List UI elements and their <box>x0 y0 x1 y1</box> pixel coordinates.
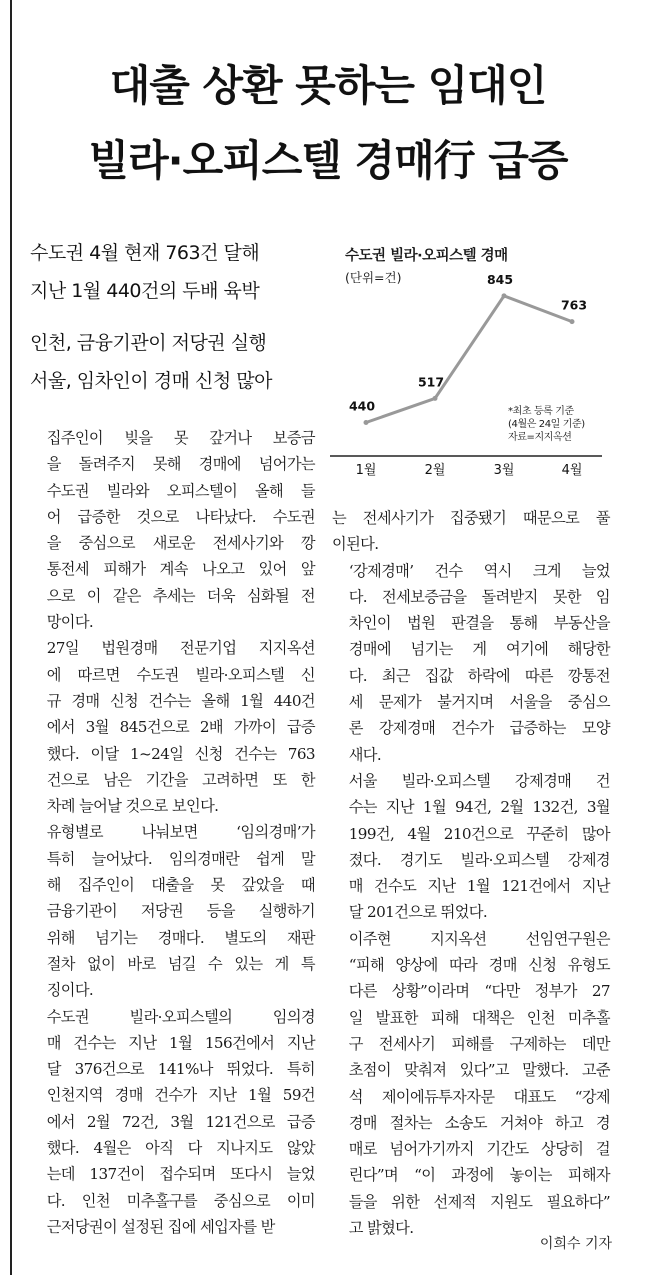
paragraph <box>332 558 610 768</box>
text-line: 에서 3월 845건으로 2배 가까이 급증 <box>46 718 315 737</box>
headline-line: 빌라·오피스텔 경매行 급증 <box>88 136 568 185</box>
x-tick-label: 3월 <box>493 463 515 478</box>
text-line: 매로 넘어가기까지 기간도 상당히 걸 <box>348 1140 610 1159</box>
series-line <box>366 296 572 423</box>
chart-unit: (단위=건) <box>345 270 402 285</box>
text-line: 금융기관이 저당권 등을 실행하기 <box>46 902 315 921</box>
byline: 이희수 기자 <box>539 1236 612 1252</box>
text-line: 수도권 빌라와 오피스텔이 올해 들 <box>46 481 315 500</box>
text-line: 차인이 법원 판결을 통해 부동산을 <box>348 614 610 633</box>
text-line: 수는 지난 1월 94건, 2월 132건, 3월 <box>348 798 610 817</box>
text-line: 절차 없이 바로 넘길 수 있는 게 특 <box>46 954 315 973</box>
headline-line: 대출 상환 못하는 임대인 <box>109 61 547 110</box>
text-line: 했다. 4월은 아직 다 지나지도 않았 <box>46 1139 315 1158</box>
text-line: 새다. <box>348 745 382 764</box>
text-line: 건으로 남은 기간을 고려하면 또 한 <box>46 770 315 789</box>
text-line: 경매 절차는 소송도 거쳐야 하고 경 <box>348 1113 610 1132</box>
paragraph <box>30 635 315 819</box>
text-line: 특히 늘어났다. 임의경매란 쉽게 말 <box>46 849 315 868</box>
data-label: 517 <box>417 374 445 390</box>
text-line: 다. 최근 집값 하락에 따른 깡통전 <box>348 666 610 685</box>
text-line: 에 따르면 수도권 빌라·오피스텔 신 <box>46 665 315 684</box>
text-line: 망이다. <box>46 613 94 632</box>
text-line: 어 급증한 것으로 나타났다. 수도권 <box>46 507 315 526</box>
text-line: 집주인이 빚을 못 갚거나 보증금 <box>46 429 315 447</box>
text-line: 199건, 4월 210건으로 꾸준히 많아 <box>348 824 610 843</box>
data-point <box>364 420 369 425</box>
text-line: 징이다. <box>46 981 94 1000</box>
text-line: 세 문제가 불거지며 서울을 중심으 <box>348 693 610 712</box>
text-line: 들을 위한 선제적 지원도 필요하다” <box>348 1192 610 1211</box>
text-line: ‘강제경매’ 건수 역시 크게 늘었 <box>348 561 610 580</box>
text-line: 위해 넘기는 경매다. 별도의 재판 <box>46 928 315 947</box>
subheading: 서울, 임차인이 경매 신청 많아 <box>30 370 272 392</box>
paragraph <box>332 505 610 558</box>
text-line: 구 전세사기 피해를 구제하는 데만 <box>348 1034 610 1053</box>
headline <box>18 48 638 198</box>
text-line: 통전세 피해가 계속 나오고 있어 앞 <box>46 560 315 579</box>
text-line: 해 집주인이 대출을 못 갚았을 때 <box>46 876 315 895</box>
text-line: 고 밝혔다. <box>348 1219 414 1238</box>
data-point <box>502 293 507 298</box>
text-line: 다. 전세보증금을 돌려받지 못한 임 <box>348 587 610 606</box>
subheading: 지난 1월 440건의 두배 육박 <box>30 280 260 302</box>
data-label: 440 <box>348 398 376 414</box>
text-line: 론 강제경매 건수가 급증하는 모양 <box>348 719 610 738</box>
text-line: 규 경매 신청 건수는 올해 1월 440건 <box>46 691 315 710</box>
subheading: 인천, 금융기관이 저당권 실행 <box>30 332 267 354</box>
x-tick-label: 1월 <box>355 463 377 478</box>
chart-note-line: (4월은 24일 기준) <box>508 419 585 430</box>
text-line: 서울 빌라·오피스텔 강제경매 건 <box>348 771 610 790</box>
text-line: 이주현 지지옥션 선임연구원은 <box>348 929 610 948</box>
text-line: “피해 양상에 따라 경매 신청 유형도 <box>348 956 610 975</box>
x-tick-label: 2월 <box>424 463 446 478</box>
text-line: 했다. 이달 1~24일 신청 건수는 763 <box>46 744 315 763</box>
page-left-rule <box>10 0 12 1275</box>
text-line: 달 376건으로 141%나 뛰었다. 특히 <box>46 1060 315 1079</box>
text-line: 일 발표한 피해 대책은 인천 미추홀 <box>348 1008 610 1027</box>
subheadings <box>30 234 330 400</box>
paragraph <box>30 425 315 635</box>
chart-title: 수도권 빌라·오피스텔 경매 <box>345 248 508 264</box>
x-tick-label: 4월 <box>561 463 583 478</box>
article-column-right <box>332 505 610 1241</box>
subheading: 수도권 4월 현재 763건 달해 <box>30 242 260 264</box>
text-line: 매 건수는 지난 1월 156건에서 지난 <box>46 1033 315 1052</box>
text-line: 유형별로 나눠보면 ‘임의경매’가 <box>46 823 315 842</box>
paragraph <box>30 819 315 1003</box>
chart-note <box>508 405 585 444</box>
text-line: 을 돌려주지 못해 경매에 넘어가는 <box>46 455 315 474</box>
text-line: 근저당권이 설정된 집에 세입자를 받 <box>46 1217 275 1236</box>
data-point <box>570 319 575 324</box>
text-line: 달 201건으로 뛰었다. <box>348 903 488 922</box>
text-line: 석 제이에듀투자자문 대표도 “강제 <box>348 1087 610 1106</box>
text-line: 에서 2월 72건, 3월 121건으로 급증 <box>46 1112 315 1131</box>
text-line: 을 중심으로 새로운 전세사기와 깡 <box>46 534 315 553</box>
article-column-left <box>30 425 315 1240</box>
text-line: 린다”며 “이 과정에 놓이는 피해자 <box>348 1166 610 1185</box>
text-line: 이된다. <box>332 535 379 554</box>
text-line: 경매에 넘기는 게 여기에 해당한 <box>348 640 610 659</box>
text-line: 다른 상황”이라며 “다만 정부가 27 <box>348 982 610 1001</box>
data-label: 763 <box>560 297 588 313</box>
chart-note-line: 자료=지지옥션 <box>508 432 572 443</box>
text-line: 는 전세사기가 집중됐기 때문으로 풀 <box>332 509 610 527</box>
text-line: 매 건수도 지난 1월 121건에서 지난 <box>348 877 610 896</box>
text-line: 초점이 맞춰져 있다”고 말했다. 고준 <box>348 1061 610 1080</box>
text-line: 인천지역 경매 건수가 지난 1월 59건 <box>46 1086 315 1105</box>
paragraph <box>332 926 610 1242</box>
data-label: 845 <box>486 271 514 287</box>
text-line: 차례 늘어날 것으로 보인다. <box>46 797 219 816</box>
data-point <box>433 396 438 401</box>
paragraph <box>332 768 610 926</box>
chart-note-line: *최초 등록 기준 <box>508 406 574 417</box>
text-line: 수도권 빌라·오피스텔의 임의경 <box>46 1007 315 1026</box>
text-line: 는데 137건이 접수되며 또다시 늘었 <box>46 1165 315 1184</box>
text-line: 27일 법원경매 전문기업 지지옥션 <box>46 639 315 658</box>
text-line: 다. 인천 미추홀구를 중심으로 이미 <box>46 1191 315 1210</box>
paragraph <box>30 1004 315 1241</box>
text-line: 졌다. 경기도 빌라·오피스텔 강제경 <box>348 850 610 869</box>
text-line: 으로 이 같은 추세는 더욱 심화될 전 <box>46 586 315 605</box>
